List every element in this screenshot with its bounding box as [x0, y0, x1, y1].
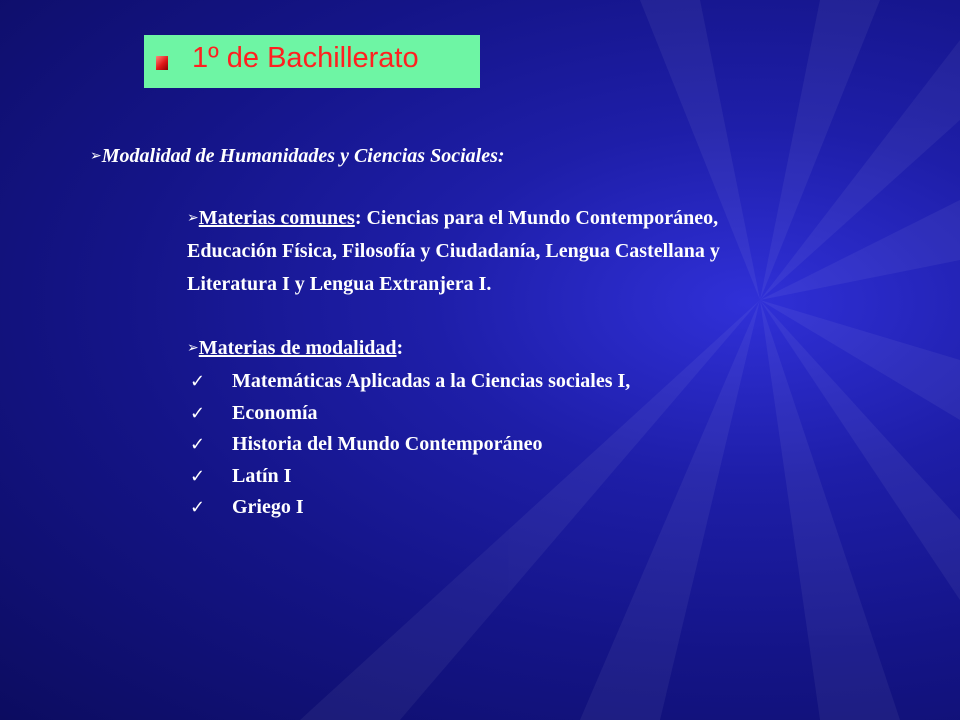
list-item-text: Griego I [232, 496, 304, 518]
arrow-bullet-icon: ➢ [187, 210, 199, 226]
red-square-icon [156, 56, 168, 70]
checkmark-icon: ✓ [190, 466, 206, 487]
slide-title: 1º de Bachillerato [192, 42, 419, 74]
modality-subjects-colon: : [396, 337, 404, 359]
list-item [190, 370, 630, 393]
checkmark-icon: ✓ [190, 497, 206, 518]
modality-subjects-label: Materias de modalidad [198, 337, 397, 359]
modality-heading [90, 145, 505, 168]
arrow-bullet-icon: ➢ [187, 340, 199, 356]
title-box [144, 35, 480, 88]
modality-subjects-heading [187, 337, 403, 360]
checkmark-icon: ✓ [190, 434, 206, 455]
list-item-text: Historia del Mundo Contemporáneo [232, 433, 543, 455]
modality-text: Modalidad de Humanidades y Ciencias Sociales: [101, 145, 505, 167]
list-item-text: Matemáticas Aplicadas a la Ciencias sociales I, [232, 370, 631, 392]
list-item-text: Economía [232, 402, 318, 424]
common-subjects-line-2: Educación Física, Filosofía y Ciudadanía, Lengua Castellana y [187, 240, 720, 262]
checkmark-icon: ✓ [190, 371, 206, 392]
common-subjects-line-3: Literatura I y Lengua Extranjera I. [187, 273, 492, 295]
list-item-text: Latín I [232, 465, 292, 487]
checkmark-icon: ✓ [190, 403, 206, 424]
list-item [190, 433, 543, 456]
common-subjects-label: Materias comunes [198, 207, 355, 229]
list-item [190, 402, 318, 425]
list-item [190, 496, 304, 519]
list-item [190, 465, 291, 488]
common-subjects-text: : Ciencias para el Mundo Contemporáneo, [354, 207, 719, 229]
common-subjects-line-1 [187, 207, 718, 230]
arrow-bullet-icon: ➢ [90, 148, 102, 164]
